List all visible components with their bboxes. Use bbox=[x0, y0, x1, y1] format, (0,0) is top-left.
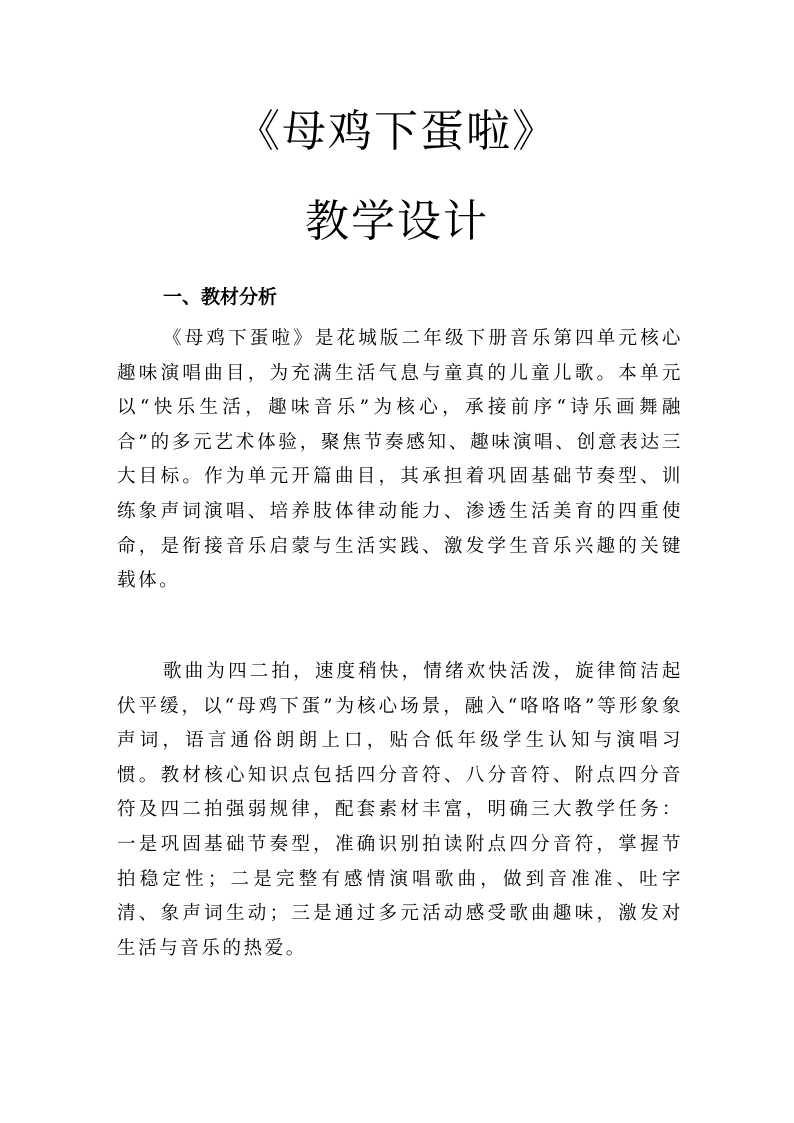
document-title: 《母鸡下蛋啦》 bbox=[236, 106, 558, 157]
paragraph-1: 《母鸡下蛋啦》是花城版二年级下册音乐第四单元核心趣味演唱曲目，为充满生活气息与童真的儿童儿歌。本单元以“快乐生活，趣味音乐”为核心，承接前序“诗乐画舞融合”的多元艺术体验，聚焦节奏感知、趣味演唱、创意表达三大目标。作为单元开篇曲目，其承担着巩固基础节奏型、训练象声词演唱、培养肢体律动能力、渗透生活美育的四重使命，是衔接音乐启蒙与生活实践、激发学生音乐兴趣的关键载体。 bbox=[117, 328, 683, 592]
document-subtitle: 教学设计 bbox=[305, 196, 489, 247]
section-heading: 一、教材分析 bbox=[163, 286, 278, 308]
paragraph-2: 歌曲为四二拍，速度稍快，情绪欢快活泼，旋律简洁起伏平缓，以“母鸡下蛋”为核心场景，融入“咯咯咯”等形象象声词，语言通俗朗朗上口，贴合低年级学生认知与演唱习惯。教材核心知识点包括四分音符、八分音符、附点四分音符及四二拍强弱规律，配套素材丰富，明确三大教学任务：一是巩固基础节奏型，准确识别拍读附点四分音符，掌握节拍稳定性；二是完整有感情演唱歌曲，做到音准准、吐字清、象声词生动；三是通过多元活动感受歌曲趣味，激发对生活与音乐的热爱。 bbox=[117, 661, 683, 959]
